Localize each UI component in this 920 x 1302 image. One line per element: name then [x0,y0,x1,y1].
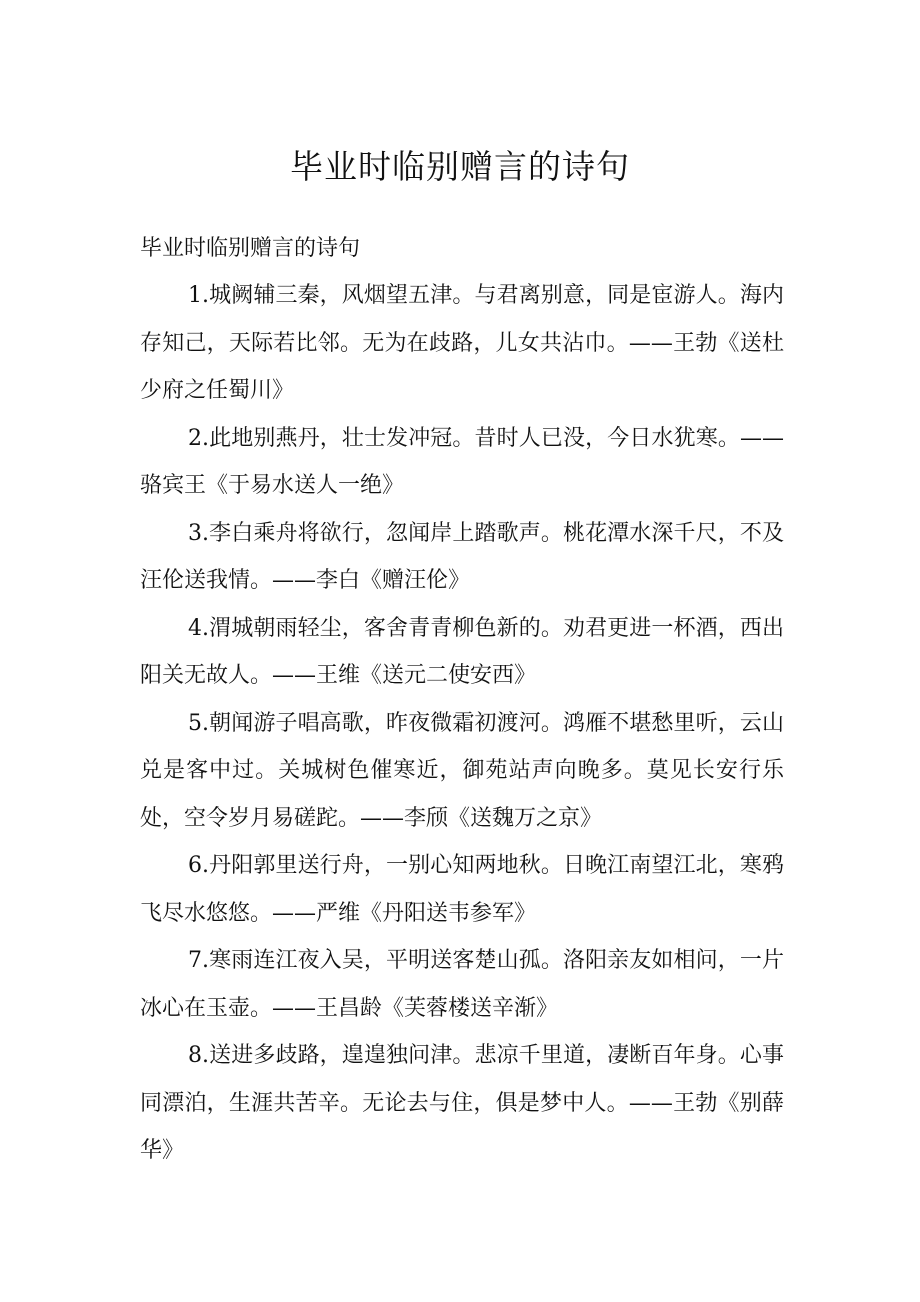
document-subtitle: 毕业时临别赠言的诗句 [140,236,361,261]
poem-item-2: 2.此地别燕丹，壮士发冲冠。昔时人已没，今日水犹寒。——骆宾王《于易水送人一绝》 [140,425,784,498]
poem-item-4: 4.渭城朝雨轻尘，客舍青青柳色新的。劝君更进一杯酒，西出阳关无故人。——王维《送元二使安西》 [140,615,784,688]
document-body [140,225,784,1175]
poem-item-1: 1.城阙辅三秦，风烟望五津。与君离别意，同是宦游人。海内存知己，天际若比邻。无为在歧路，儿女共沾巾。——王勃《送杜少府之任蜀川》 [140,283,784,403]
poem-item-8: 8.送进多歧路，遑遑独问津。悲凉千里道，凄断百年身。心事同漂泊，生涯共苦辛。无论去与住，俱是梦中人。——王勃《别薛华》 [140,1043,784,1163]
poem-item-6: 6.丹阳郭里送行舟，一别心知两地秋。日晚江南望江北，寒鸦飞尽水悠悠。——严维《丹阳送韦参军》 [140,853,784,926]
poem-item-7: 7.寒雨连江夜入吴，平明送客楚山孤。洛阳亲友如相问，一片冰心在玉壶。——王昌龄《芙蓉楼送辛渐》 [140,948,784,1021]
poem-item-5: 5.朝闻游子唱高歌，昨夜微霜初渡河。鸿雁不堪愁里听，云山兑是客中过。关城树色催寒近，御苑站声向晚多。莫见长安行乐处，空令岁月易磋跎。——李颀《送魏万之京》 [140,710,784,831]
document-title: 毕业时临别赠言的诗句 [290,147,630,186]
poem-item-3: 3.李白乘舟将欲行，忽闻岸上踏歌声。桃花潭水深千尺，不及汪伦送我情。——李白《赠汪伦》 [140,520,784,593]
